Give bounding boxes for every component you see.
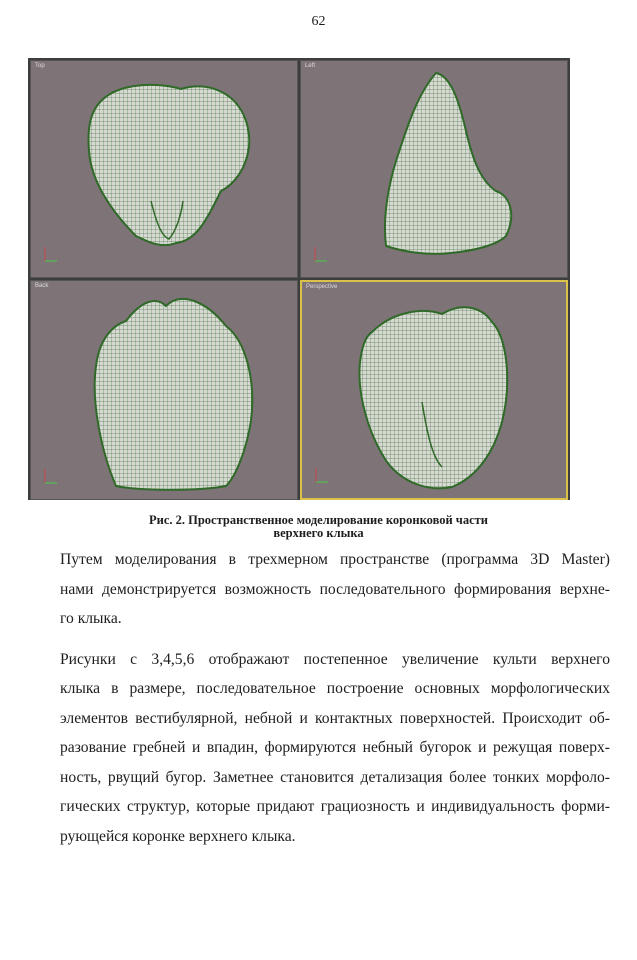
text-line: рующейся коронке верхнего клыка. bbox=[60, 827, 296, 845]
axis-gizmo bbox=[316, 468, 328, 482]
viewport-perspective[interactable] bbox=[300, 280, 568, 500]
figure-caption bbox=[0, 514, 637, 540]
text-line: элементов вестибулярной, небной и контактных поверхностей. Происходит об- bbox=[60, 709, 610, 727]
tooth-model-left bbox=[301, 61, 567, 277]
text-line: гических структур, которые придают грациозность и индивидуальность форми- bbox=[60, 798, 610, 815]
axis-gizmo bbox=[45, 469, 57, 483]
text-line: разование гребней и впадин, формируются небный бугорок и режущая поверх- bbox=[60, 739, 610, 756]
text-line: нами демонстрируется возможность последовательного формирования верхне- bbox=[60, 580, 610, 598]
tooth-model-perspective bbox=[302, 282, 566, 498]
text-line: клыка в размере, последовательное построение основных морфологических bbox=[60, 680, 610, 697]
body-text bbox=[32, 545, 610, 851]
viewport-left[interactable] bbox=[300, 60, 568, 278]
tooth-model-top bbox=[31, 61, 297, 277]
paragraph bbox=[32, 645, 610, 852]
caption-line-1: Рис. 2. Пространственное моделирование коронковой части bbox=[148, 513, 488, 527]
text-line: Рисунки с 3,4,5,6 отображают постепенное увеличение культи верхнего bbox=[60, 650, 610, 668]
paragraph bbox=[32, 545, 610, 634]
viewport-top[interactable] bbox=[30, 60, 298, 278]
text-line: го клыка. bbox=[60, 610, 122, 627]
axis-gizmo bbox=[45, 247, 57, 261]
viewport-label: Perspective bbox=[306, 284, 338, 290]
viewport-label: Left bbox=[305, 63, 316, 69]
caption-line-2: верхнего клыка bbox=[273, 526, 364, 540]
text-line: ность, рвущий бугор. Заметнее становится детализация более тонких морфоло- bbox=[60, 768, 610, 786]
viewport-back[interactable] bbox=[30, 280, 298, 500]
page-number: 62 bbox=[311, 14, 326, 29]
viewport-label: Top bbox=[35, 63, 45, 69]
viewport-label: Back bbox=[35, 283, 49, 289]
tooth-model-back bbox=[31, 281, 297, 499]
axis-gizmo bbox=[315, 247, 327, 261]
text-line: Путем моделирования в трехмерном пространстве (программа 3D Master) bbox=[60, 551, 610, 568]
figure-3d-canine-model bbox=[28, 58, 570, 500]
